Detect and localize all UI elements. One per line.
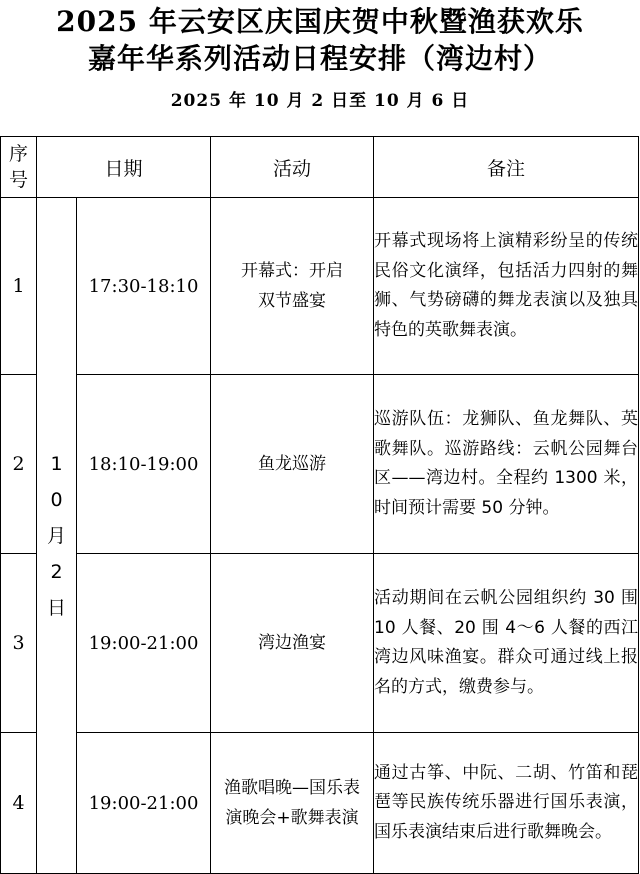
row-number: 2 <box>1 375 37 554</box>
row-number: 3 <box>1 554 37 733</box>
activity-cell: 鱼龙巡游 <box>211 375 374 554</box>
note-cell: 开幕式现场将上演精彩纷呈的传统民俗文化演绎，包括活力四射的舞狮、气势磅礴的舞龙表演以及独具特色的英歌舞表演。 <box>374 198 639 375</box>
note-cell: 通过古筝、中阮、二胡、竹笛和琵琶等民族传统乐器进行国乐表演，国乐表演结束后进行歌舞晚会。 <box>374 733 639 874</box>
date-cell: 10月2日 <box>37 198 77 874</box>
table-row <box>1 198 639 375</box>
title-line-1: 2025 年云安区庆国庆贺中秋暨渔获欢乐 <box>56 5 584 38</box>
time-cell: 17:30-18:10 <box>77 198 211 375</box>
header-date: 日期 <box>37 137 211 198</box>
activity-cell: 开幕式：开启双节盛宴 <box>211 198 374 375</box>
header-activity: 活动 <box>211 137 374 198</box>
table-row <box>1 554 639 733</box>
note-cell: 巡游队伍：龙狮队、鱼龙舞队、英歌舞队。巡游路线：云帆公园舞台区——湾边村。全程约 1300 米，时间预计需要 50 分钟。 <box>374 375 639 554</box>
row-number: 4 <box>1 733 37 874</box>
note-cell: 活动期间在云帆公园组织约 30 围 10 人餐、20 围 4～6 人餐的西江湾边风味渔宴。群众可通过线上报名的方式，缴费参与。 <box>374 554 639 733</box>
row-number: 1 <box>1 198 37 375</box>
time-cell: 19:00-21:00 <box>77 554 211 733</box>
time-cell: 19:00-21:00 <box>77 733 211 874</box>
time-cell: 18:10-19:00 <box>77 375 211 554</box>
header-note: 备注 <box>374 137 639 198</box>
header-seq: 序号 <box>1 137 37 198</box>
date-range-subtitle: 2025 年 10 月 2 日至 10 月 6 日 <box>170 91 470 111</box>
title-line-2: 嘉年华系列活动日程安排（湾边村） <box>87 42 552 75</box>
table-row <box>1 375 639 554</box>
schedule-table <box>0 136 639 874</box>
table-row <box>1 733 639 874</box>
header-row <box>1 137 639 198</box>
activity-cell: 湾边渔宴 <box>211 554 374 733</box>
activity-cell: 渔歌唱晚—国乐表演晚会+歌舞表演 <box>211 733 374 874</box>
